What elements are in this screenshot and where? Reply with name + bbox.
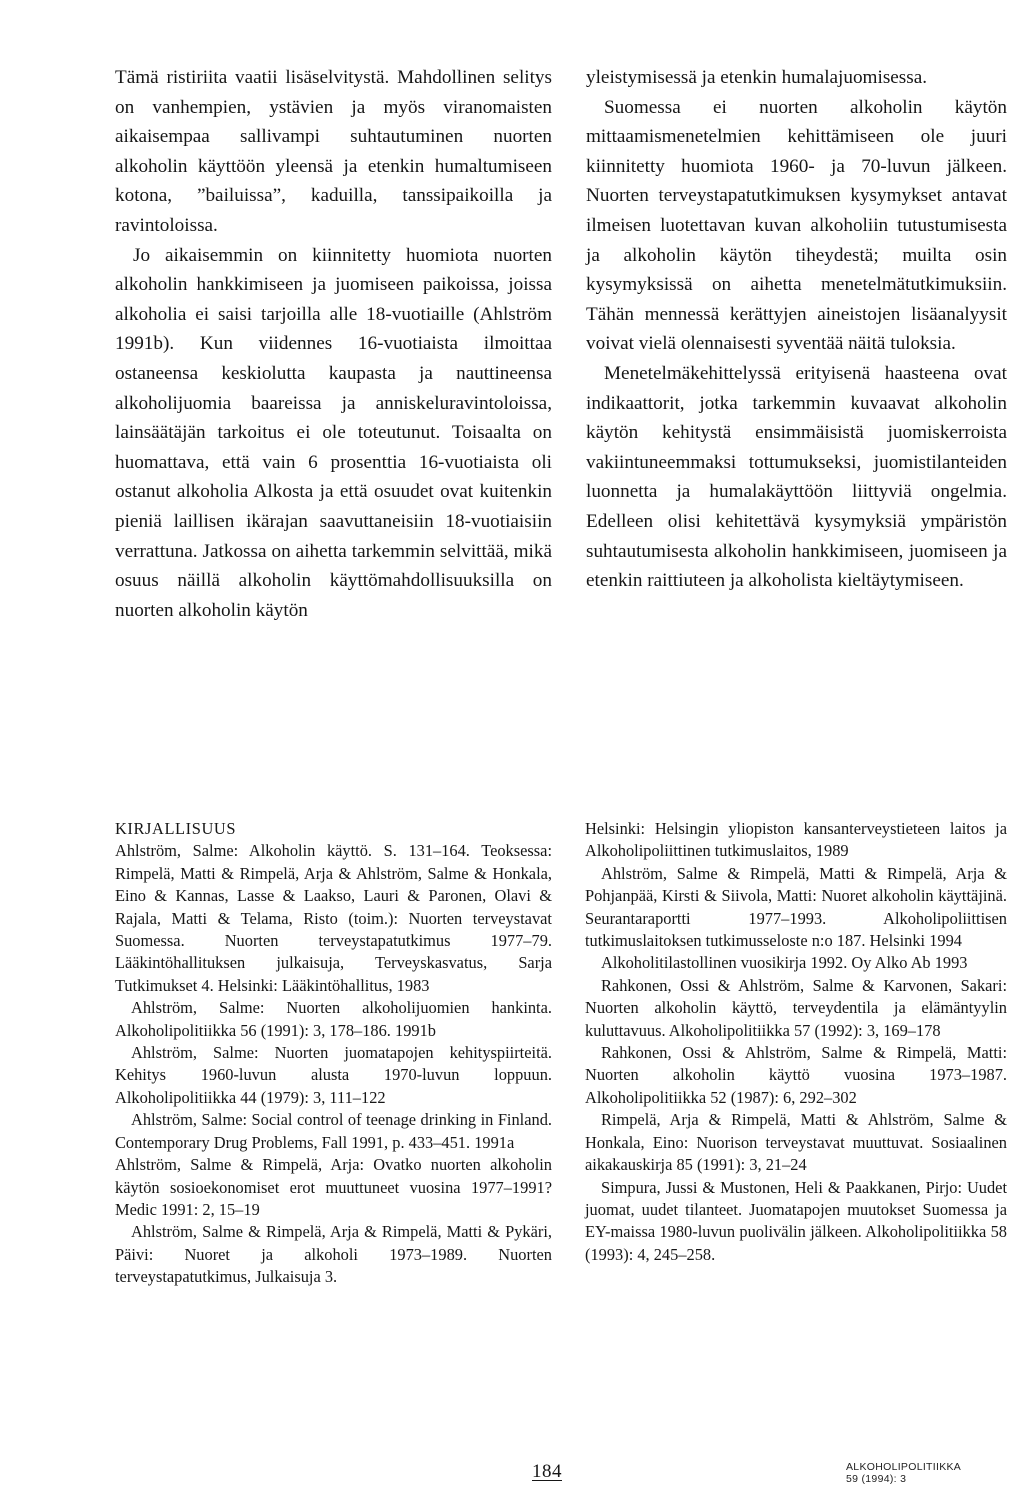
journal-name: ALKOHOLIPOLITIIKKA bbox=[846, 1461, 962, 1473]
body-paragraph: Suomessa ei nuorten alkoholin käytön mittaamismenetelmien kehittämiseen ole juuri kiinnitetty huomiota 1960- ja 70-luvun jälkeen. Nuorten terveystapatutkimuksen kysymykset antavat ilmeisen luotettavan kuvan alkoholiin tutustumisesta ja alkoholin käytön tiheydestä; muilta osin kysymyksissä on aihetta menetelmätutkimuksiin. Tähän mennessä kerättyjen aineistojen lisäanalyysit voivat vielä olennaisesti syventää näitä tuloksia. bbox=[586, 96, 1007, 355]
main-text-left-column bbox=[115, 63, 552, 625]
references-heading: KIRJALLISUUS bbox=[115, 819, 237, 838]
reference-item: Ahlström, Salme: Social control of teenage drinking in Finland. Contemporary Drug Problems, Fall 1991, p. 433–451. 1991a bbox=[115, 1110, 552, 1152]
journal-footer bbox=[846, 1461, 961, 1485]
body-paragraph: Tämä ristiriita vaatii lisäselvitystä. Mahdollinen selitys on vanhempien, ystävien ja myös viranomaisten aikaisempaa sallivampi suhtautuminen nuorten alkoholin käyttöön yleensä ja etenkin humaltumiseen kotona, ”bailuissa”, kaduilla, tanssipaikoilla ja ravintoloissa. bbox=[115, 67, 552, 236]
reference-item: Ahlström, Salme & Rimpelä, Matti & Rimpelä, Arja & Pohjanpää, Kirsti & Siivola, Matti: Nuoret alkoholin käyttäjinä. Seurantaraportti 1977–1993. Alkoholipoliittisen tutkimuslaitoksen tutkimusseloste n:o 187. Helsinki 1994 bbox=[585, 863, 1007, 951]
reference-item: Ahlström, Salme & Rimpelä, Arja & Rimpelä, Matti & Pykäri, Päivi: Nuoret ja alkoholi 1973–1989. Nuorten terveystapatutkimus, Julkaisuja 3. bbox=[115, 1222, 552, 1287]
references-left-column bbox=[115, 818, 552, 1289]
journal-issue: 59 (1994): 3 bbox=[846, 1473, 907, 1485]
references-right-column bbox=[585, 818, 1007, 1266]
reference-item: Alkoholitilastollinen vuosikirja 1992. Oy Alko Ab 1993 bbox=[601, 953, 968, 973]
page-number: 184 bbox=[532, 1461, 562, 1482]
reference-continuation: Helsinki: Helsingin yliopiston kansanterveystieteen laitos ja Alkoholipoliittinen tutkimuslaitos, 1989 bbox=[585, 819, 1007, 861]
body-paragraph: yleistymisessä ja etenkin humalajuomisessa. bbox=[586, 67, 928, 88]
main-text-right-column bbox=[586, 63, 1007, 596]
reference-item: Rahkonen, Ossi & Ahlström, Salme & Rimpelä, Matti: Nuorten alkoholin käyttö vuosina 1973–1987. Alkoholipolitiikka 52 (1987): 6, 292–302 bbox=[585, 1043, 1007, 1107]
reference-item: Simpura, Jussi & Mustonen, Heli & Paakkanen, Pirjo: Uudet juomat, uudet tilanteet. Juomatapojen muutokset Suomessa ja EY-maissa 1980-luvun puolivälin jälkeen. Alkoholipolitiikka 58 (1993): 4, 245–258. bbox=[585, 1177, 1007, 1264]
reference-item: Ahlström, Salme: Alkoholin käyttö. S. 131–164. Teoksessa: Rimpelä, Matti & Rimpelä, Arja & Ahlström, Salme & Honkala, Eino & Kannas, Lasse & Laakso, Lauri & Paronen, Olavi & Rajala, Matti & Telama, Risto (toim.): Nuorten terveystavat Suomessa. Nuorten terveystapatutkimus 1977–79. Lääkintöhallituksen julkaisuja, Terveyskasvatus, Sarja Tutkimukset 4. Helsinki: Lääkintöhallitus, 1983 bbox=[115, 841, 552, 995]
reference-item: Ahlström, Salme: Nuorten juomatapojen kehityspiirteitä. Kehitys 1960-luvun alusta 1970-luvun loppuun. Alkoholipolitiikka 44 (1979): 3, 111–122 bbox=[115, 1043, 552, 1107]
reference-item: Rahkonen, Ossi & Ahlström, Salme & Karvonen, Sakari: Nuorten alkoholin käyttö, terveydentila ja elämäntyylin kuluttavuus. Alkoholipolitiikka 57 (1992): 3, 169–178 bbox=[585, 975, 1007, 1040]
reference-item: Ahlström, Salme: Nuorten alkoholijuomien hankinta. Alkoholipolitiikka 56 (1991): 3, 178–186. 1991b bbox=[115, 998, 552, 1040]
body-paragraph: Menetelmäkehittelyssä erityisenä haasteena ovat indikaattorit, jotka tarkemmin kuvaavat alkoholin käytön kehitystä ensimmäisistä juomiskerroista vakiintuneemmaksi tottumukseksi, juomistilanteiden luonnetta ja humalakäyttöön liittyviä ongelmia. Edelleen olisi kehitettävä kysymyksiä ympäristön suhtautumisesta alkoholin hankkimiseen, juomiseen ja etenkin raittiuteen ja alkoholista kieltäytymiseen. bbox=[586, 362, 1007, 592]
reference-item: Ahlström, Salme & Rimpelä, Arja: Ovatko nuorten alkoholin käytön sosioekonomiset erot muuttuneet vuosina 1977–1991? Medic 1991: 2, 15–19 bbox=[115, 1155, 552, 1219]
reference-item: Rimpelä, Arja & Rimpelä, Matti & Ahlström, Salme & Honkala, Eino: Nuorison terveystavat muuttuvat. Sosiaalinen aikakauskirja 85 (1991): 3, 21–24 bbox=[585, 1110, 1007, 1175]
body-paragraph: Jo aikaisemmin on kiinnitetty huomiota nuorten alkoholin hankkimiseen ja juomiseen paikoissa, joissa alkoholia ei saisi tarjoilla alle 18-vuotiaille (Ahlström 1991b). Kun viidennes 16-vuotiaista ilmoittaa ostaneensa keskiolutta kaupasta ja nauttineensa alkoholijuomia baareissa ja anniskeluravintoloissa, lainsäätäjän tarkoitus ei ole toteutunut. Toisaalta on huomattava, että vain 6 prosenttia 16-vuotiaista oli ostanut alkoholia Alkosta ja että osuudet ovat kuitenkin pieniä laillisen ikärajan saavuttaneisiin 18-vuotiaisiin verrattuna. Jatkossa on aihetta tarkemmin selvittää, mikä osuus näillä alkoholin käyttömahdollisuuksilla on nuorten alkoholin käytön bbox=[115, 244, 552, 621]
